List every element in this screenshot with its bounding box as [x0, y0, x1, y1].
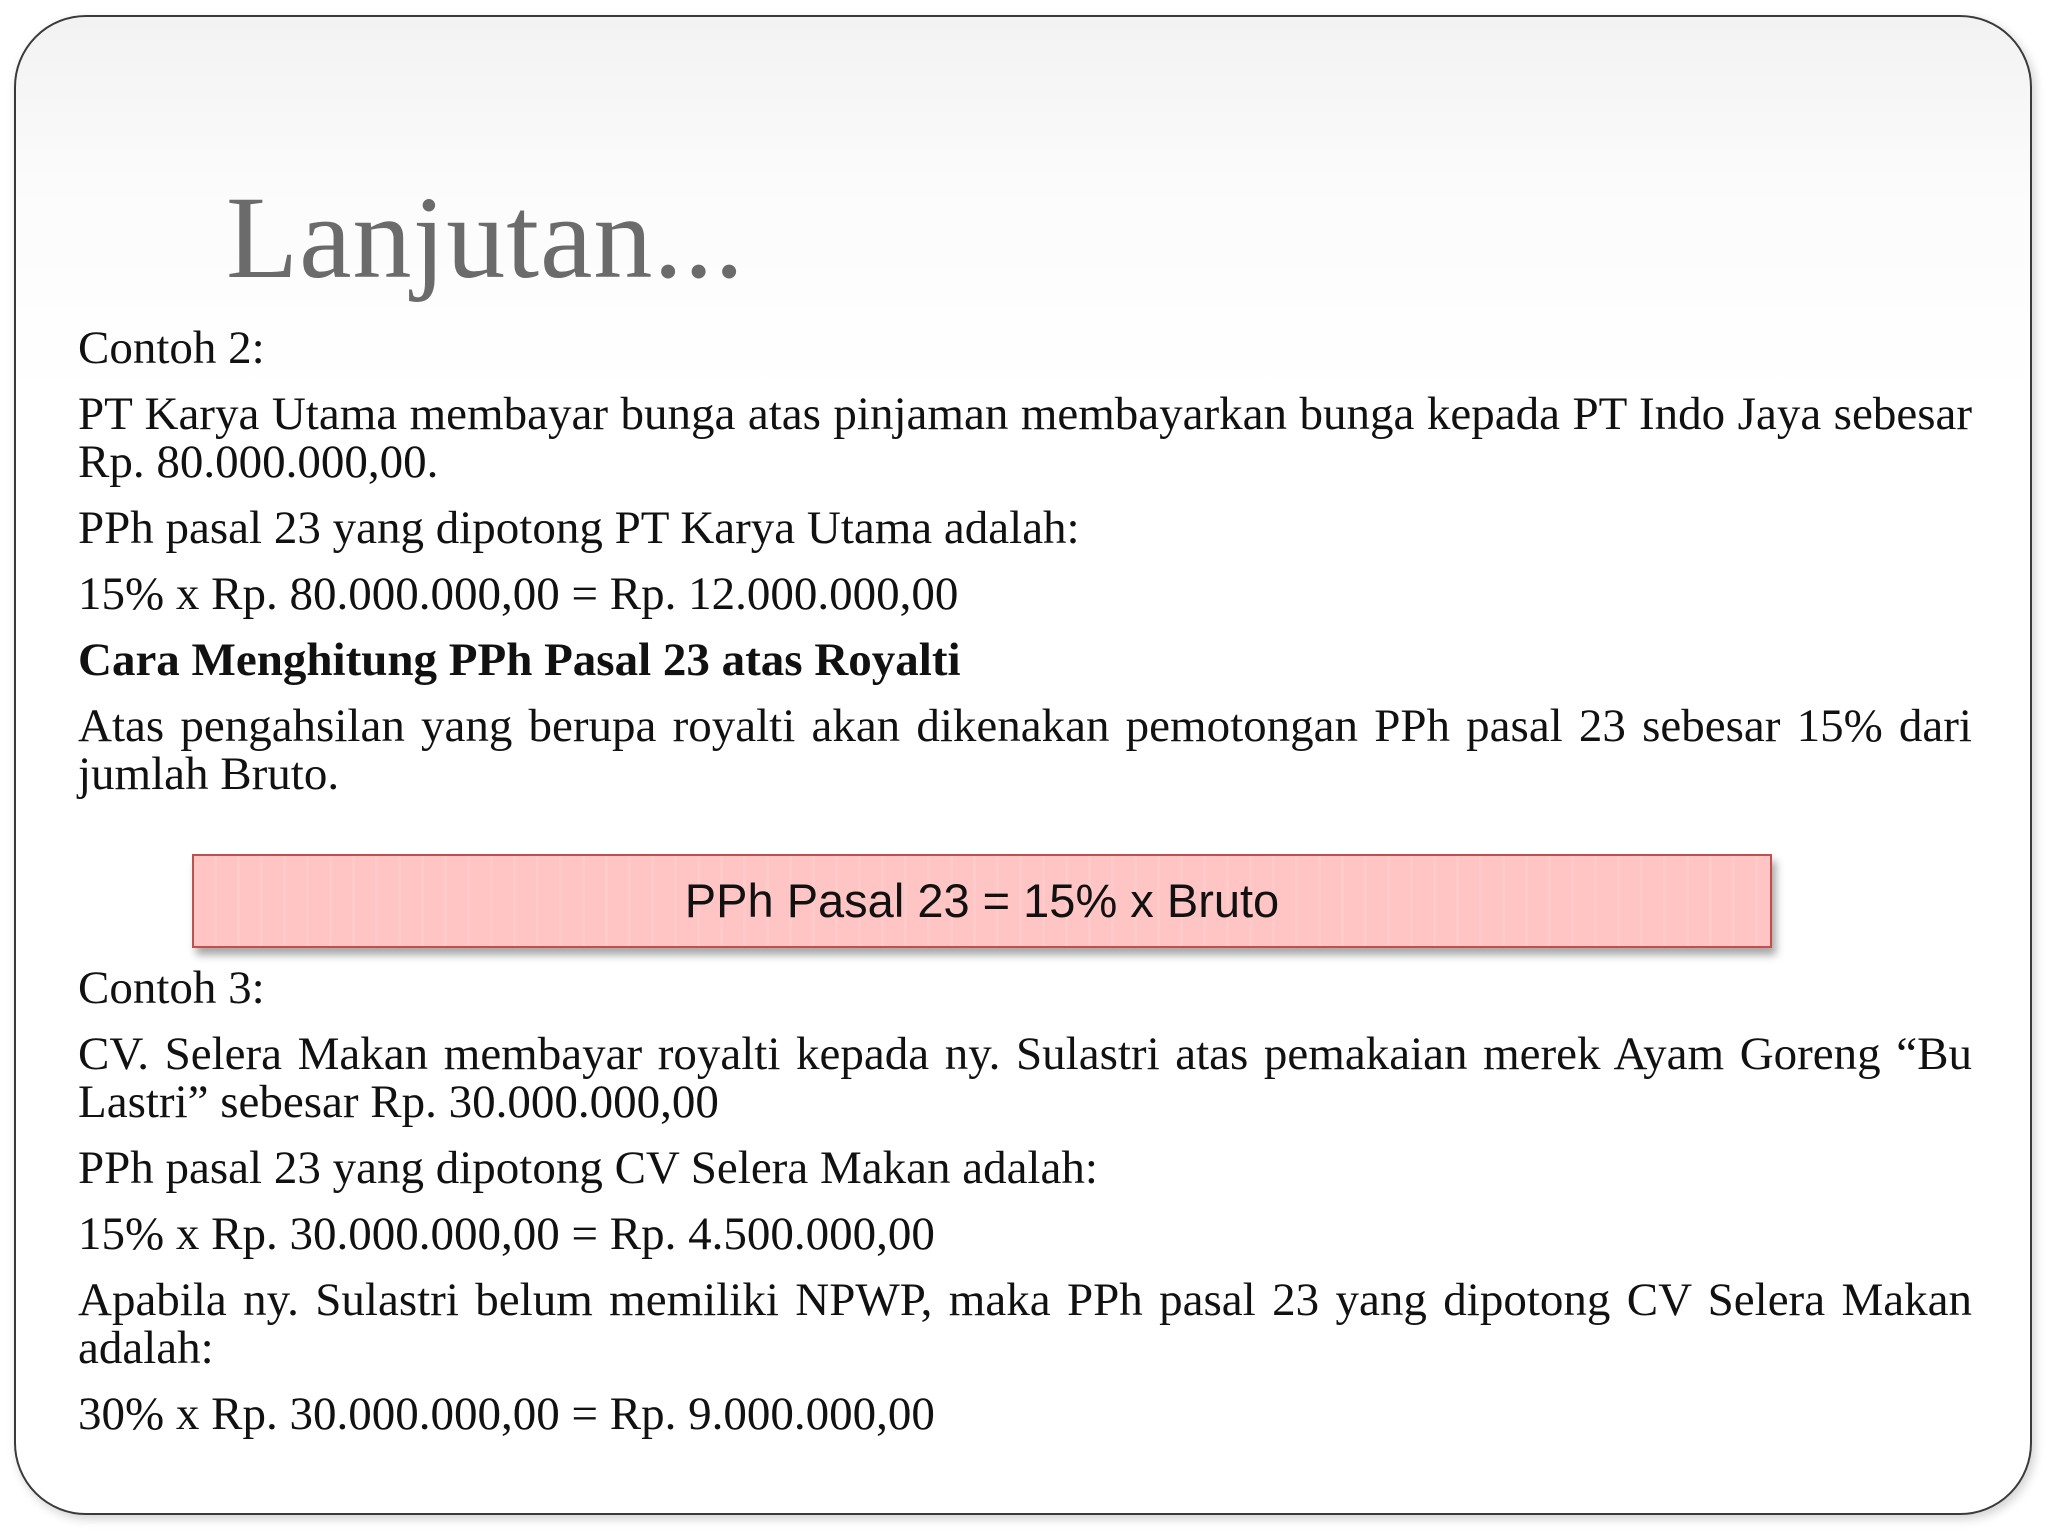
no-npwp-note: Apabila ny. Sulastri belum memiliki NPWP, maka PPh pasal 23 yang dipotong CV Selera Makan adalah:: [78, 1274, 1972, 1374]
formula-text: PPh Pasal 23 = 15% x Bruto: [684, 874, 1280, 927]
example-2-label: Contoh 2:: [78, 322, 265, 374]
slide-content: [78, 324, 1972, 1456]
example-3-calculation: 15% x Rp. 30.000.000,00 = Rp. 4.500.000,00: [78, 1208, 935, 1260]
example-3-question: PPh pasal 23 yang dipotong CV Selera Makan adalah:: [78, 1142, 1098, 1194]
example-2-question: PPh pasal 23 yang dipotong PT Karya Utama adalah:: [78, 502, 1080, 554]
example-3-description: CV. Selera Makan membayar royalti kepada ny. Sulastri atas pemakaian merek Ayam Goreng “Bu Lastri” sebesar Rp. 30.000.000,00: [78, 1028, 1972, 1128]
example-3-label: Contoh 3:: [78, 962, 265, 1014]
example-2-calculation: 15% x Rp. 80.000.000,00 = Rp. 12.000.000,00: [78, 568, 959, 620]
royalty-description: Atas pengahsilan yang berupa royalti akan dikenakan pemotongan PPh pasal 23 sebesar 15% dari jumlah Bruto.: [78, 700, 1972, 800]
slide-title: Lanjutan...: [226, 172, 745, 303]
example-2-description: PT Karya Utama membayar bunga atas pinjaman membayarkan bunga kepada PT Indo Jaya sebesar Rp. 80.000.000,00.: [78, 388, 1972, 488]
royalty-heading: Cara Menghitung PPh Pasal 23 atas Royalti: [78, 634, 961, 686]
formula-box: [192, 854, 1772, 948]
no-npwp-calculation: 30% x Rp. 30.000.000,00 = Rp. 9.000.000,00: [78, 1388, 935, 1440]
